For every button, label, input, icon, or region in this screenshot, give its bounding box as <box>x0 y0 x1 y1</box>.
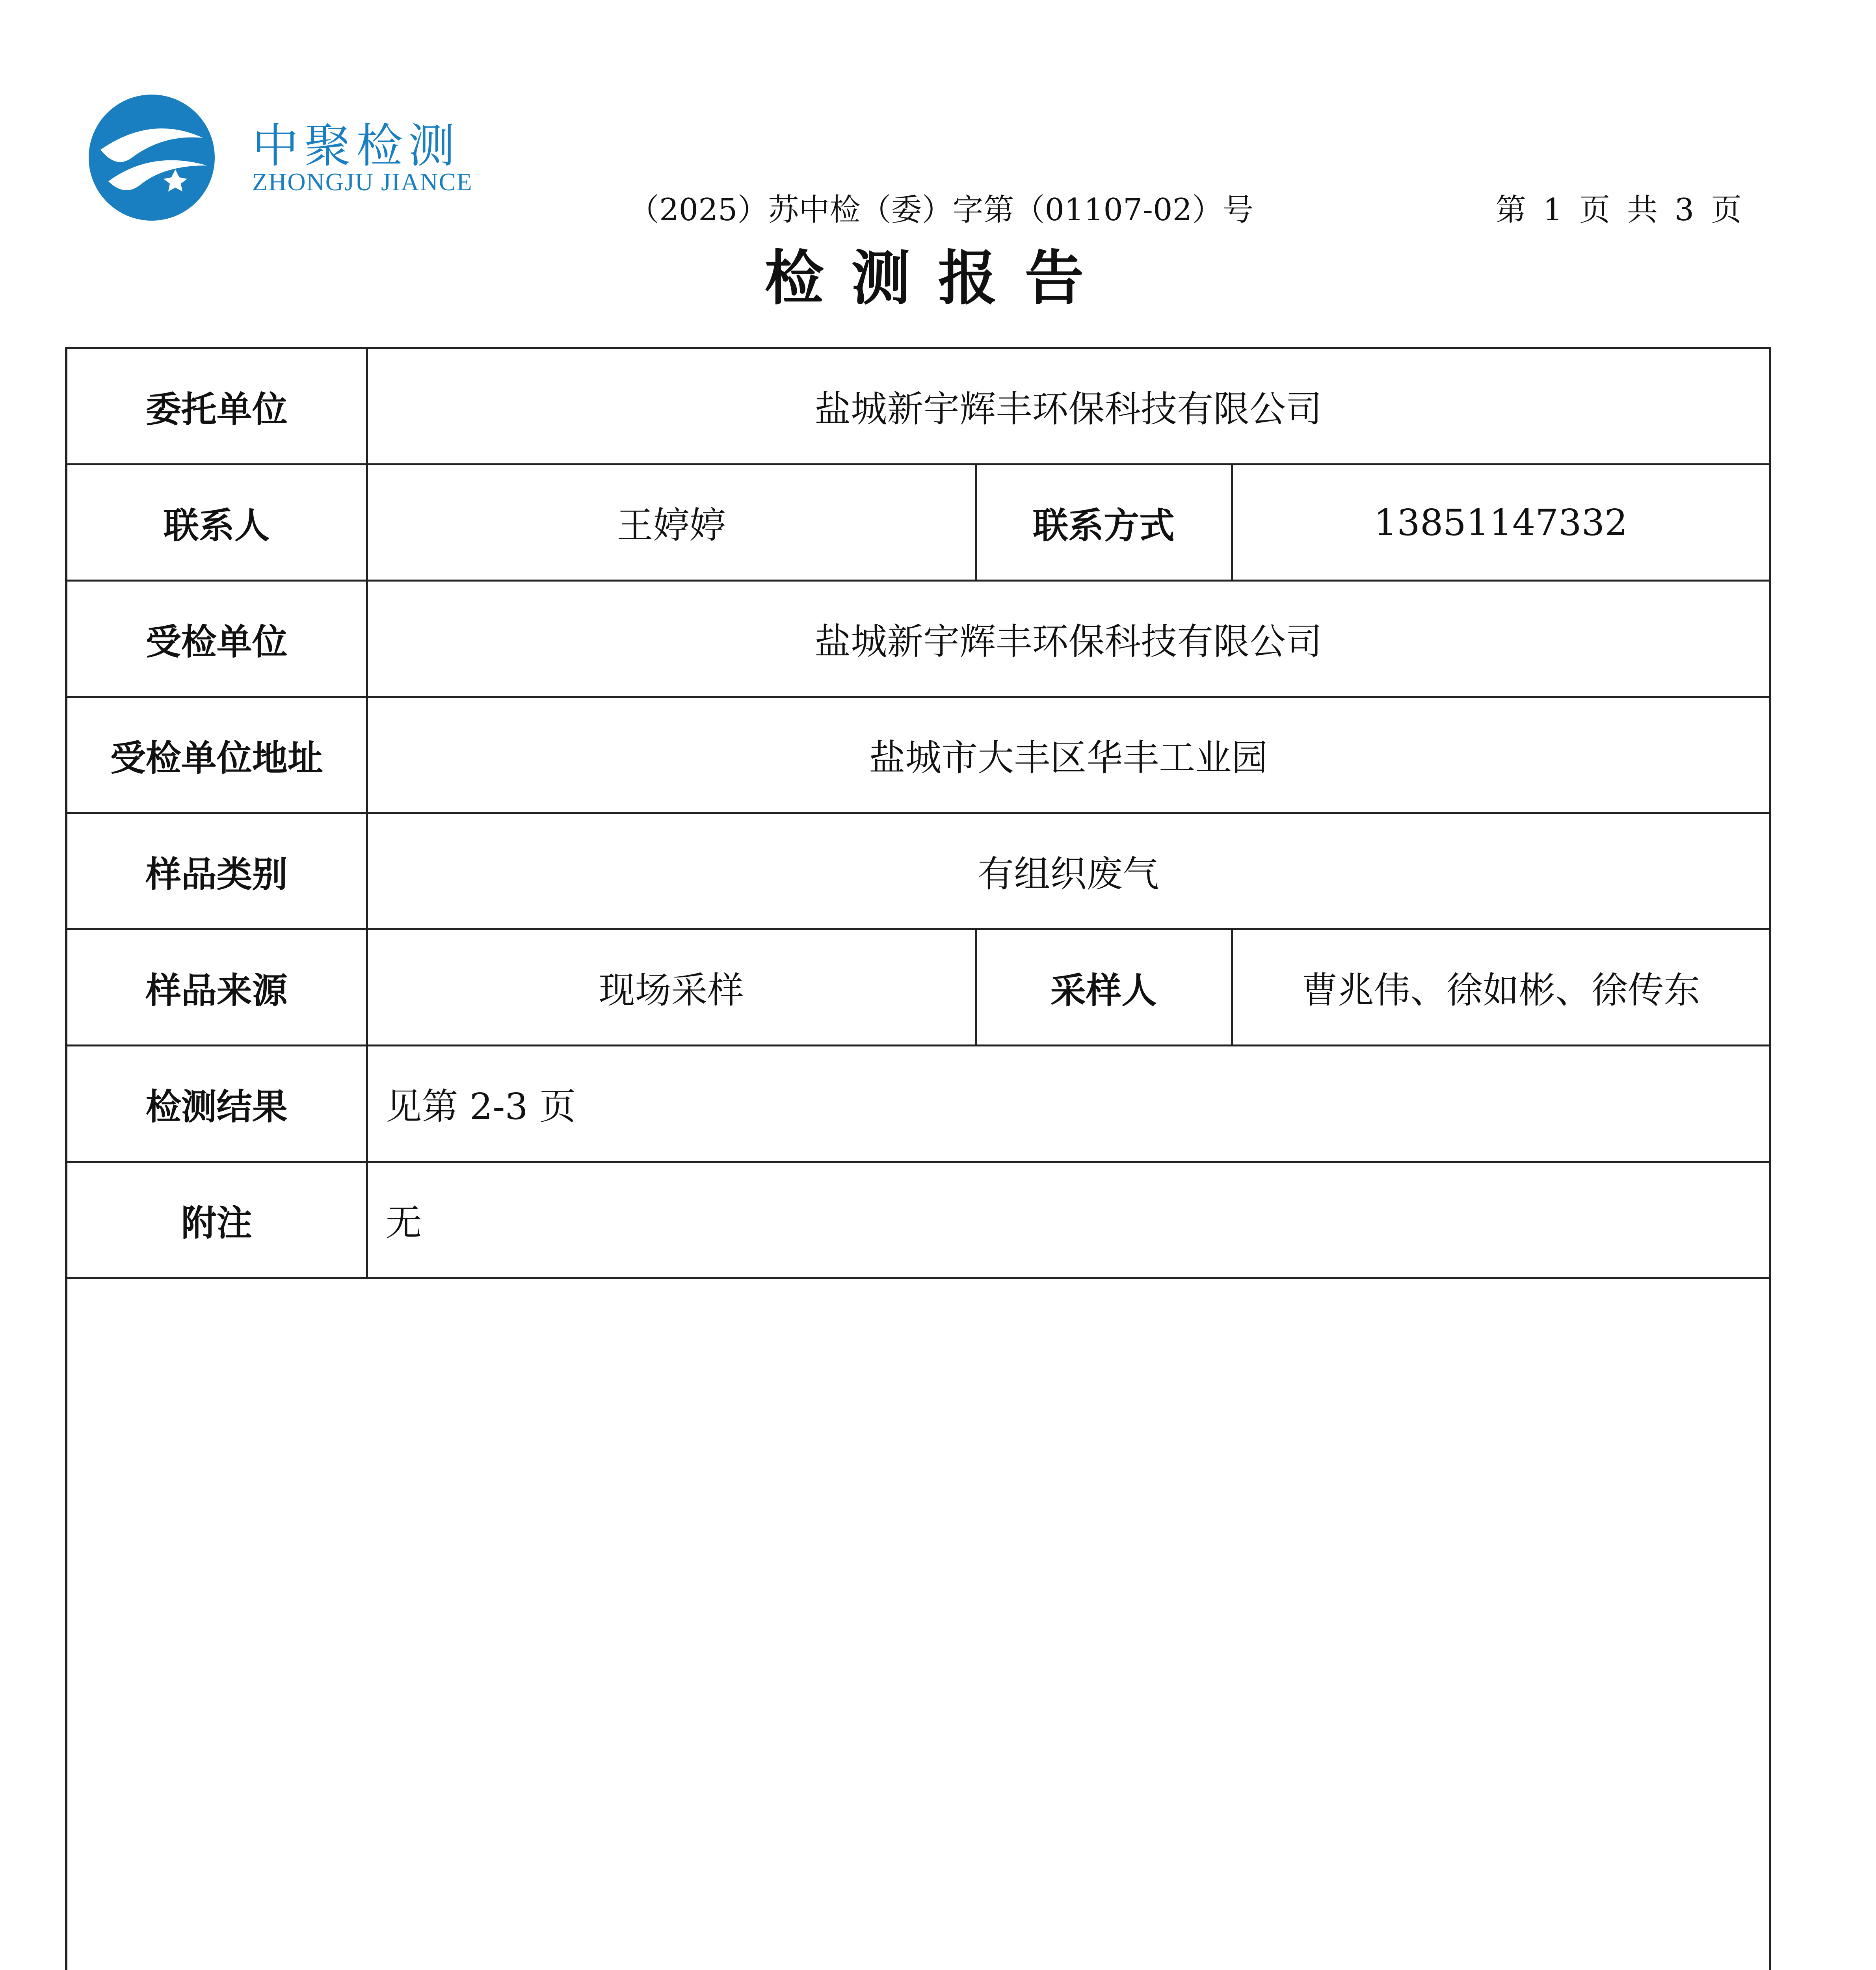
phone-label: 联系方式 <box>976 465 1232 581</box>
logo-english-name: ZHONGJU JIANCE <box>252 168 473 196</box>
inspected-unit-label: 受检单位 <box>67 581 367 697</box>
page-indicator: 第 1 页 共 3 页 <box>1495 192 1742 228</box>
table-row <box>67 813 1769 929</box>
phone-value: 13851147332 <box>1232 465 1769 581</box>
contact-label: 联系人 <box>67 465 367 581</box>
sampler-label: 采样人 <box>976 929 1232 1046</box>
contact-value: 王婷婷 <box>367 465 976 581</box>
result-value: 见第 2-3 页 <box>367 1046 1769 1162</box>
sample-source-label: 样品来源 <box>67 929 367 1046</box>
company-logo-icon <box>85 91 219 225</box>
table-row <box>67 581 1769 697</box>
sampler-value: 曹兆伟、徐如彬、徐传东 <box>1232 929 1769 1046</box>
table-row <box>67 697 1769 813</box>
remark-label: 附注 <box>67 1162 367 1278</box>
result-label: 检测结果 <box>67 1046 367 1162</box>
logo-chinese-name: 中聚检测 <box>252 119 461 173</box>
inspected-address-value: 盐城市大丰区华丰工业园 <box>367 697 1769 813</box>
table-row <box>67 929 1769 1046</box>
client-label: 委托单位 <box>67 349 367 465</box>
client-value: 盐城新宇辉丰环保科技有限公司 <box>367 349 1769 465</box>
sample-type-label: 样品类别 <box>67 813 367 929</box>
table-row <box>67 465 1769 581</box>
report-frame <box>65 347 1771 1970</box>
table-row <box>67 1046 1769 1162</box>
report-number: （2025）苏中检（委）字第（01107-02）号 <box>628 192 1254 228</box>
inspected-unit-value: 盐城新宇辉丰环保科技有限公司 <box>367 581 1769 697</box>
report-title: 检测报告 <box>764 243 1112 313</box>
table-row <box>67 1162 1769 1278</box>
table-row <box>67 349 1769 465</box>
inspected-address-label: 受检单位地址 <box>67 697 367 813</box>
info-table <box>67 349 1769 1279</box>
sample-type-value: 有组织废气 <box>367 813 1769 929</box>
remark-value: 无 <box>367 1162 1769 1278</box>
sample-source-value: 现场采样 <box>367 929 976 1046</box>
